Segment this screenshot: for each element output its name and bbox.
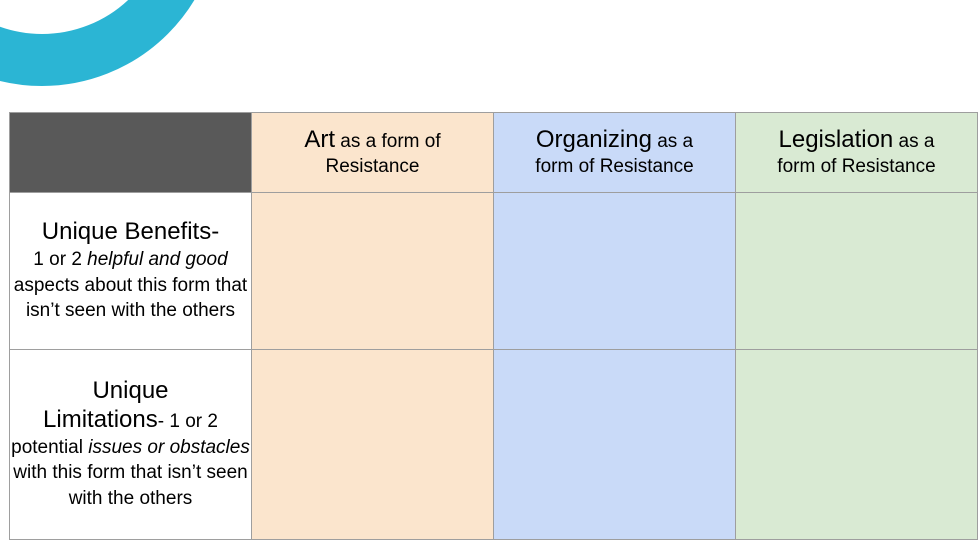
header-organizing [494, 113, 736, 193]
header-art [252, 113, 494, 193]
benefits-row [10, 193, 978, 350]
header-art-lead: Art [304, 125, 336, 153]
benefits-legislation-cell[interactable] [736, 193, 978, 350]
header-legislation [736, 113, 978, 193]
corner-cell [10, 113, 252, 193]
benefits-label-cell [10, 193, 252, 350]
limitations-label-cell [10, 350, 252, 540]
limitations-title-2: Limitations- 1 or 2 [43, 406, 218, 434]
header-art-rest-2: Resistance [325, 155, 420, 177]
header-organizing-rest-2: form of Resistance [535, 155, 694, 177]
limitations-legislation-cell[interactable] [736, 350, 978, 540]
benefits-title: Unique Benefits- [41, 218, 220, 246]
header-row [10, 113, 978, 193]
limitations-art-cell[interactable] [252, 350, 494, 540]
header-art-rest: as a form of [335, 130, 441, 152]
header-legislation-rest-2: form of Resistance [777, 155, 936, 177]
header-legislation-lead: Legislation [778, 125, 894, 153]
limitations-organizing-cell[interactable] [494, 350, 736, 540]
limitations-title-1: Unique [92, 377, 169, 405]
benefits-art-cell[interactable] [252, 193, 494, 350]
header-organizing-lead: Organizing [535, 125, 652, 153]
benefits-description: 1 or 2 helpful and good aspects about this form that isn’t seen with the others [13, 248, 248, 322]
limitations-description: potential issues or obstacles with this form that isn’t seen with the others [11, 436, 250, 510]
header-organizing-rest: as a [651, 130, 694, 152]
decorative-ring-shape [0, 0, 230, 112]
benefits-organizing-cell[interactable] [494, 193, 736, 350]
limitations-row [10, 350, 978, 540]
comparison-table [9, 112, 978, 540]
header-legislation-rest: as a [893, 130, 935, 152]
